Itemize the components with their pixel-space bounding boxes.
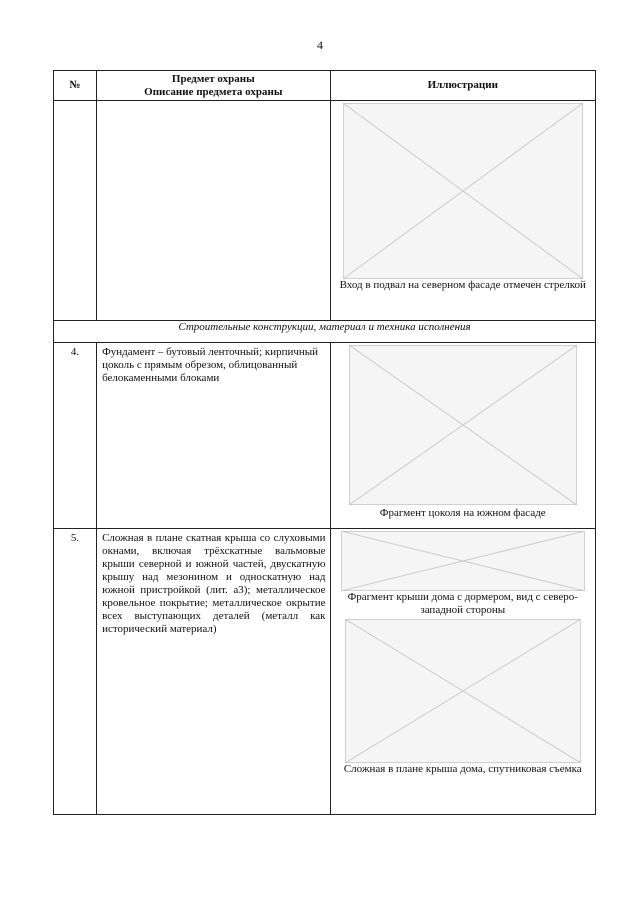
caption-roof-satellite: Сложная в плане крыша дома, спутниковая съемка: [343, 763, 582, 775]
illustration-cell: [330, 101, 596, 321]
desc-cell-empty: [97, 101, 330, 321]
header-num: №: [54, 71, 97, 101]
table-row-continued: [54, 101, 596, 321]
header-subject-line2: Описание предмета охраны: [144, 85, 283, 98]
header-subject: [97, 71, 330, 101]
section-title: Строительные конструкции, материал и техника исполнения: [54, 321, 596, 343]
row4-num: 4.: [54, 343, 97, 529]
basement-entrance-photo: [343, 103, 583, 279]
protection-subject-table: [53, 70, 596, 815]
section-header-row: [54, 321, 596, 343]
caption-plinth-south: Фрагмент цоколя на южном фасаде: [379, 507, 546, 519]
caption-basement-entrance: Вход в подвал на северном фасаде отмечен стрелкой: [339, 279, 586, 291]
row4-description: Фундамент – бутовый ленточный; кирпичный цоколь с прямым обрезом, облицованный белокаменными блоками: [97, 343, 330, 529]
row5-num: 5.: [54, 529, 97, 815]
header-illustrations: Иллюстрации: [330, 71, 596, 101]
row5-description: Сложная в плане скатная крыша со слуховыми окнами, включая трёхскатные вальмовые крыши северной и южной частей, двускатную крышу над мезонином и односкатную над южной пристройкой (лит. а3); металлическое кровельное покрытие; металлическое окрытие всех выступающих деталей (металл как исторический материал): [97, 529, 330, 815]
table-row-4: [54, 343, 596, 529]
row5-illustration-cell: [330, 529, 596, 815]
foundation-plinth-photo: [349, 345, 577, 505]
table-row-5: [54, 529, 596, 815]
roof-dormer-photo: [341, 531, 585, 591]
header-subject-line1: Предмет охраны: [171, 72, 255, 85]
num-cell-empty: [54, 101, 97, 321]
table-header-row: [54, 71, 596, 101]
roof-satellite-photo: [345, 619, 581, 763]
caption-roof-dormer: Фрагмент крыши дома с дормером, вид с северо-западной стороны: [347, 591, 578, 616]
row4-illustration-cell: [330, 343, 596, 529]
page-number: 4: [317, 38, 323, 52]
